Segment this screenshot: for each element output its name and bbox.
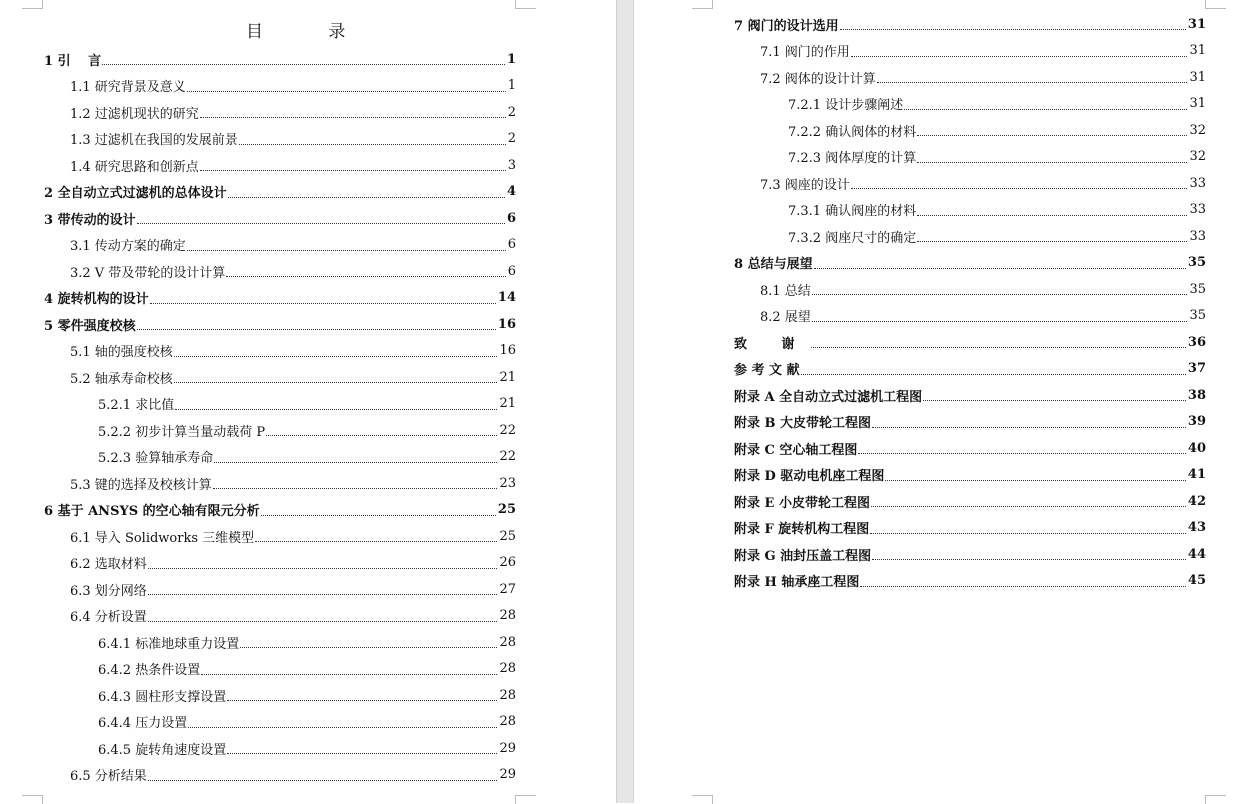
toc-leader-dots xyxy=(174,345,498,357)
toc-entry[interactable] xyxy=(44,656,516,683)
toc-page-number: 31 xyxy=(1187,16,1206,32)
toc-entry-label: 附录 C 空心轴工程图 xyxy=(734,442,858,458)
toc-entry-label: 8 总结与展望 xyxy=(734,257,813,273)
toc-page-number: 33 xyxy=(1189,175,1206,191)
toc-entry[interactable] xyxy=(734,541,1206,568)
toc-leader-dots xyxy=(814,257,1186,269)
toc-entry-label: 7.3.2 阀座尺寸的确定 xyxy=(788,230,917,246)
toc-leader-dots xyxy=(213,477,498,489)
toc-entry-label: 5.2.1 求比值 xyxy=(98,398,175,414)
toc-entry[interactable] xyxy=(734,435,1206,462)
toc-page-number: 41 xyxy=(1187,467,1206,483)
toc-page-number: 39 xyxy=(1187,414,1206,430)
toc-entry-label: 6.5 分析结果 xyxy=(70,769,147,785)
toc-entry-label: 7.2.1 设计步骤阐述 xyxy=(788,98,904,114)
toc-entry[interactable] xyxy=(44,258,516,285)
toc-leader-dots xyxy=(261,504,496,516)
toc-page-number: 45 xyxy=(1187,573,1206,589)
toc-page-number: 2 xyxy=(507,104,516,120)
toc-leader-dots xyxy=(872,548,1186,560)
toc-leader-dots xyxy=(214,451,497,463)
toc-entry[interactable] xyxy=(734,568,1206,595)
toc-entry[interactable] xyxy=(734,197,1206,224)
toc-list-right xyxy=(734,11,1206,594)
toc-entry[interactable] xyxy=(734,250,1206,277)
toc-entry[interactable] xyxy=(44,682,516,709)
toc-entry-label: 5.2.3 验算轴承寿命 xyxy=(98,451,214,467)
toc-entry-label: 6.3 划分网络 xyxy=(70,583,147,599)
toc-page-number: 40 xyxy=(1187,440,1206,456)
toc-leader-dots xyxy=(137,318,496,330)
toc-leader-dots xyxy=(148,557,498,569)
toc-entry[interactable] xyxy=(44,417,516,444)
toc-entry[interactable] xyxy=(44,629,516,656)
toc-entry[interactable] xyxy=(44,126,516,153)
toc-entry[interactable] xyxy=(734,488,1206,515)
toc-entry-label: 1.3 过滤机在我国的发展前景 xyxy=(70,133,238,149)
toc-leader-dots xyxy=(858,442,1186,454)
toc-leader-dots xyxy=(240,636,497,648)
toc-entry[interactable] xyxy=(734,38,1206,65)
toc-entry-label: 6.4.4 压力设置 xyxy=(98,716,188,732)
toc-page-number: 25 xyxy=(499,528,516,544)
toc-page-number: 42 xyxy=(1187,493,1206,509)
toc-entry-label: 6.4 分析设置 xyxy=(70,610,147,626)
toc-leader-dots xyxy=(860,575,1186,587)
toc-leader-dots xyxy=(200,159,506,171)
toc-page-number: 22 xyxy=(499,449,516,465)
toc-page-number: 35 xyxy=(1189,308,1206,324)
toc-page-number: 22 xyxy=(499,422,516,438)
page-gutter xyxy=(616,0,634,803)
toc-entry-label: 6 基于 ANSYS 的空心轴有限元分析 xyxy=(44,504,260,520)
toc-page-number: 2 xyxy=(507,131,516,147)
toc-title: 目 录 xyxy=(246,22,376,42)
toc-leader-dots xyxy=(227,689,497,701)
toc-page-number: 1 xyxy=(507,78,516,94)
toc-leader-dots xyxy=(255,530,497,542)
toc-leader-dots xyxy=(148,583,498,595)
toc-page-number: 27 xyxy=(499,581,516,597)
toc-page-number: 6 xyxy=(507,263,516,279)
toc-leader-dots xyxy=(150,292,496,304)
toc-page-number: 31 xyxy=(1189,96,1206,112)
toc-entry[interactable] xyxy=(734,515,1206,542)
toc-entry-label: 5.2 轴承寿命校核 xyxy=(70,371,173,387)
toc-entry-label: 附录 A 全自动立式过滤机工程图 xyxy=(734,389,923,405)
toc-page-number: 36 xyxy=(1187,334,1206,350)
toc-entry[interactable] xyxy=(44,762,516,789)
toc-entry-label: 6.4.5 旋转角速度设置 xyxy=(98,742,227,758)
toc-page-number: 4 xyxy=(506,184,516,200)
toc-entry[interactable] xyxy=(734,329,1206,356)
toc-entry-label: 附录 H 轴承座工程图 xyxy=(734,575,860,591)
toc-page-number: 31 xyxy=(1189,43,1206,59)
toc-leader-dots xyxy=(801,363,1186,375)
toc-leader-dots xyxy=(812,283,1188,295)
toc-entry-label: 附录 E 小皮带轮工程图 xyxy=(734,495,870,511)
toc-leader-dots xyxy=(917,151,1187,163)
toc-page-number: 6 xyxy=(506,210,516,226)
toc-leader-dots xyxy=(851,177,1188,189)
toc-leader-dots xyxy=(840,18,1186,30)
toc-page-number: 29 xyxy=(499,740,516,756)
toc-entry-label: 6.4.1 标准地球重力设置 xyxy=(98,636,240,652)
toc-entry-label: 7.2 阀体的设计计算 xyxy=(760,71,876,87)
toc-leader-dots xyxy=(187,80,506,92)
toc-leader-dots xyxy=(148,769,498,781)
toc-leader-dots xyxy=(102,53,505,65)
toc-entry-label: 7.1 阀门的作用 xyxy=(760,45,850,61)
toc-entry[interactable] xyxy=(44,364,516,391)
toc-leader-dots xyxy=(175,398,497,410)
toc-page-number: 28 xyxy=(499,687,516,703)
toc-entry[interactable] xyxy=(44,99,516,126)
toc-page-number: 29 xyxy=(499,767,516,783)
toc-page-number: 37 xyxy=(1187,361,1206,377)
toc-page-number: 26 xyxy=(499,555,516,571)
toc-page-number: 21 xyxy=(499,369,516,385)
toc-leader-dots xyxy=(851,45,1188,57)
toc-page-number: 6 xyxy=(507,237,516,253)
toc-page-number: 23 xyxy=(499,475,516,491)
toc-leader-dots xyxy=(200,106,506,118)
margin-corner-mark xyxy=(692,0,713,9)
toc-entry[interactable] xyxy=(734,11,1206,38)
margin-corner-mark xyxy=(22,0,43,9)
toc-page-number: 33 xyxy=(1189,202,1206,218)
toc-entry-label: 8.2 展望 xyxy=(760,310,811,326)
toc-page-number: 1 xyxy=(506,51,516,67)
toc-entry[interactable] xyxy=(44,497,516,524)
toc-page-number: 3 xyxy=(507,157,516,173)
toc-leader-dots xyxy=(917,230,1187,242)
toc-entry[interactable] xyxy=(44,179,516,206)
toc-leader-dots xyxy=(917,124,1187,136)
toc-entry-label: 1.2 过滤机现状的研究 xyxy=(70,106,199,122)
toc-page-number: 31 xyxy=(1189,69,1206,85)
toc-leader-dots xyxy=(239,133,506,145)
toc-entry[interactable] xyxy=(44,73,516,100)
toc-entry-label: 附录 D 驱动电机座工程图 xyxy=(734,469,885,485)
toc-entry-label: 3 带传动的设计 xyxy=(44,212,136,228)
toc-entry[interactable] xyxy=(734,356,1206,383)
toc-entry-label: 5.1 轴的强度校核 xyxy=(70,345,173,361)
toc-page-number: 21 xyxy=(499,396,516,412)
toc-leader-dots xyxy=(266,424,497,436)
toc-leader-dots xyxy=(174,371,498,383)
toc-entry-label: 5.2.2 初步计算当量动载荷 P xyxy=(98,424,266,440)
toc-page-number: 28 xyxy=(499,661,516,677)
toc-entry[interactable] xyxy=(44,232,516,259)
toc-page-number: 28 xyxy=(499,714,516,730)
toc-page-number: 16 xyxy=(497,316,516,332)
toc-entry-label: 5.3 键的选择及校核计算 xyxy=(70,477,212,493)
toc-leader-dots xyxy=(877,71,1188,83)
toc-list-left xyxy=(44,46,516,788)
toc-entry[interactable] xyxy=(44,46,516,73)
margin-corner-mark xyxy=(1205,0,1226,9)
toc-leader-dots xyxy=(148,610,498,622)
toc-entry-label: 致 谢 xyxy=(734,336,810,352)
toc-entry-label: 7.3 阀座的设计 xyxy=(760,177,850,193)
toc-leader-dots xyxy=(188,716,497,728)
toc-page-number: 32 xyxy=(1189,122,1206,138)
toc-entry[interactable] xyxy=(44,470,516,497)
toc-entry[interactable] xyxy=(44,152,516,179)
toc-page-number: 32 xyxy=(1189,149,1206,165)
page-edge xyxy=(616,0,617,803)
toc-leader-dots xyxy=(871,495,1186,507)
toc-entry-label: 1 引 言 xyxy=(44,53,102,69)
toc-entry[interactable] xyxy=(44,391,516,418)
toc-leader-dots xyxy=(201,663,497,675)
toc-leader-dots xyxy=(870,522,1186,534)
toc-entry[interactable] xyxy=(44,603,516,630)
toc-entry-label: 3.1 传动方案的确定 xyxy=(70,239,186,255)
toc-leader-dots xyxy=(872,416,1186,428)
toc-entry-label: 6.4.3 圆柱形支撑设置 xyxy=(98,689,227,705)
toc-entry-label: 附录 B 大皮带轮工程图 xyxy=(734,416,872,432)
toc-page-number: 28 xyxy=(499,608,516,624)
toc-page-number: 33 xyxy=(1189,228,1206,244)
toc-entry[interactable] xyxy=(734,276,1206,303)
toc-leader-dots xyxy=(137,212,505,224)
toc-page-number: 16 xyxy=(499,343,516,359)
toc-entry-label: 7.2.2 确认阀体的材料 xyxy=(788,124,917,140)
toc-entry[interactable] xyxy=(44,576,516,603)
toc-page-number: 38 xyxy=(1187,387,1206,403)
toc-entry[interactable] xyxy=(44,709,516,736)
toc-entry[interactable] xyxy=(734,64,1206,91)
toc-leader-dots xyxy=(226,265,505,277)
toc-leader-dots xyxy=(917,204,1187,216)
toc-entry-label: 6.1 导入 Solidworks 三维模型 xyxy=(70,530,255,546)
toc-entry[interactable] xyxy=(44,311,516,338)
toc-entry-label: 2 全自动立式过滤机的总体设计 xyxy=(44,186,227,202)
toc-entry-label: 7.3.1 确认阀座的材料 xyxy=(788,204,917,220)
toc-leader-dots xyxy=(923,389,1186,401)
toc-entry[interactable] xyxy=(44,444,516,471)
toc-entry-label: 1.1 研究背景及意义 xyxy=(70,80,186,96)
toc-entry[interactable] xyxy=(734,223,1206,250)
toc-entry-label: 附录 F 旋转机构工程图 xyxy=(734,522,870,538)
toc-page-number: 43 xyxy=(1187,520,1206,536)
toc-entry-label: 参 考 文 献 xyxy=(734,363,800,379)
toc-entry-label: 3.2 V 带及带轮的设计计算 xyxy=(70,265,226,281)
toc-entry-label: 5 零件强度校核 xyxy=(44,318,136,334)
toc-entry[interactable] xyxy=(734,409,1206,436)
toc-entry[interactable] xyxy=(734,462,1206,489)
toc-leader-dots xyxy=(904,98,1187,110)
margin-corner-mark xyxy=(515,0,536,9)
toc-page-number: 35 xyxy=(1189,281,1206,297)
toc-entry-label: 7.2.3 阀体厚度的计算 xyxy=(788,151,917,167)
toc-page-number: 44 xyxy=(1187,546,1206,562)
toc-page-number: 28 xyxy=(499,634,516,650)
toc-page-number: 14 xyxy=(497,290,516,306)
toc-entry[interactable] xyxy=(44,205,516,232)
toc-entry[interactable] xyxy=(44,735,516,762)
toc-entry[interactable] xyxy=(734,144,1206,171)
toc-leader-dots xyxy=(187,239,506,251)
toc-entry-label: 附录 G 油封压盖工程图 xyxy=(734,548,872,564)
toc-entry-label: 6.2 选取材料 xyxy=(70,557,147,573)
toc-leader-dots xyxy=(812,310,1188,322)
toc-entry[interactable] xyxy=(734,303,1206,330)
toc-entry[interactable] xyxy=(44,338,516,365)
toc-leader-dots xyxy=(227,742,497,754)
toc-leader-dots xyxy=(811,336,1186,348)
toc-entry-label: 1.4 研究思路和创新点 xyxy=(70,159,199,175)
toc-entry-label: 6.4.2 热条件设置 xyxy=(98,663,201,679)
toc-leader-dots xyxy=(228,186,505,198)
toc-entry-label: 8.1 总结 xyxy=(760,283,811,299)
toc-entry-label: 7 阀门的设计选用 xyxy=(734,18,839,34)
toc-page-number: 25 xyxy=(497,502,516,518)
toc-entry[interactable] xyxy=(734,170,1206,197)
toc-entry[interactable] xyxy=(734,91,1206,118)
toc-page-number: 35 xyxy=(1187,255,1206,271)
toc-entry[interactable] xyxy=(44,523,516,550)
toc-entry[interactable] xyxy=(734,117,1206,144)
toc-entry[interactable] xyxy=(44,550,516,577)
toc-leader-dots xyxy=(885,469,1186,481)
toc-entry[interactable] xyxy=(44,285,516,312)
toc-entry[interactable] xyxy=(734,382,1206,409)
toc-entry-label: 4 旋转机构的设计 xyxy=(44,292,149,308)
